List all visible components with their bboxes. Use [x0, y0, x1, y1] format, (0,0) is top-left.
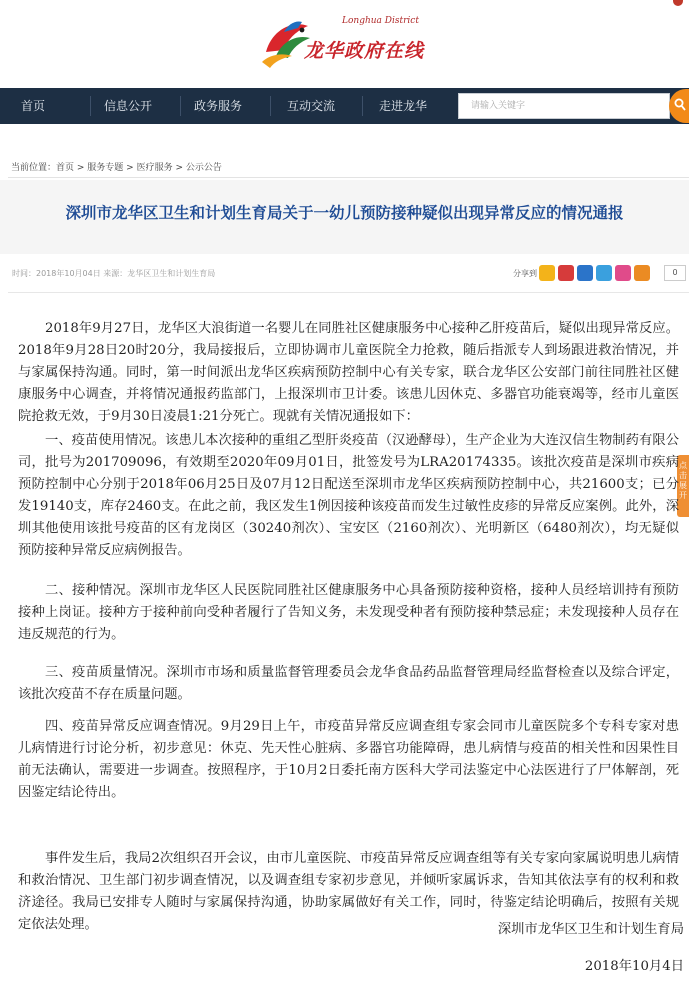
- nav-divider: [362, 96, 363, 116]
- share-weibo-icon[interactable]: [558, 265, 574, 281]
- signature: 深圳市龙华区卫生和计划生育局: [497, 922, 684, 937]
- breadcrumb-label: 当前位置：: [11, 163, 57, 173]
- breadcrumb-link-topics[interactable]: 服务专题: [87, 163, 124, 173]
- divider: [8, 292, 689, 293]
- site-banner: [0, 0, 689, 88]
- breadcrumb-separator: >: [172, 163, 186, 173]
- share-tencent-icon[interactable]: [596, 265, 612, 281]
- nav-divider: [270, 96, 271, 116]
- share-renren-icon[interactable]: [577, 265, 593, 281]
- breadcrumb-separator: >: [74, 163, 88, 173]
- breadcrumb: [11, 160, 222, 173]
- share-more-icon[interactable]: [634, 265, 650, 281]
- nav-item-home[interactable]: 首页: [21, 99, 46, 113]
- breadcrumb-link-notices[interactable]: 公示公告: [185, 163, 222, 173]
- share-label: 分享到: [513, 269, 537, 278]
- breadcrumb-link-medical[interactable]: 医疗服务: [136, 163, 173, 173]
- share-count: 0: [664, 265, 686, 281]
- article-paragraph: 三、疫苗质量情况。深圳市市场和质量监督管理委员会龙华食品药品监督管理局经监督检查以及综合评定，该批次疫苗不存在质量问题。: [18, 665, 679, 702]
- article-paragraph: 一、疫苗使用情况。该患儿本次接种的重组乙型肝炎疫苗（汉逊酵母），生产企业为大连汉信生物制药有限公司，批号为201709096，有效期至2020年09月01日，批签发号为LRA20174335。该批次疫苗是深圳市疾病预防控制中心分别于2018年06月25日及07月12日配送至深圳市龙华区疾病预防控制中心，共21600支；已分发19140支，库存2460支。在此之前，我区发生1例因接种该疫苗而发生过敏性皮疹的异常反应案例。此外，深圳其他使用该批号疫苗的区有龙岗区（30240剂次）、宝安区（2160剂次）、光明新区（6480剂次），均无疑似预防接种异常反应病例报告。: [18, 433, 679, 558]
- search-input[interactable]: 请输入关键字: [458, 93, 670, 119]
- nav-divider: [180, 96, 181, 116]
- nav-item-interaction[interactable]: 互动交流: [287, 99, 336, 113]
- nav-item-gov-services[interactable]: 政务服务: [194, 99, 243, 113]
- logo-title: 龙华政府在线: [304, 40, 425, 62]
- article-paragraph: 四、疫苗异常反应调查情况。9月29日上午，市疫苗异常反应调查组专家会同市儿童医院多个专科专家对患儿病情进行讨论分析，初步意见：休克、先天性心脏病、多器官功能障碍，患儿病情与疫苗的相关性和因果性目前无法确认，需要进一步调查。按照程序，于10月2日委托南方医科大学司法鉴定中心法医进行了尸体解剖，死因鉴定结论待出。: [18, 719, 679, 800]
- side-expand-tab[interactable]: 点击展开: [677, 455, 689, 517]
- share-qzone-icon[interactable]: [539, 265, 555, 281]
- share-kaixin-icon[interactable]: [615, 265, 631, 281]
- logo-subtitle: Longhua District: [342, 16, 419, 26]
- breadcrumb-link-home[interactable]: 首页: [56, 163, 75, 173]
- nav-item-about-longhua[interactable]: 走进龙华: [379, 99, 428, 113]
- divider: [8, 177, 689, 178]
- page-title: 深圳市龙华区卫生和计划生育局关于一幼儿预防接种疑似出现异常反应的情况通报: [65, 204, 624, 222]
- article-paragraph: 二、接种情况。深圳市龙华区人民医院同胜社区健康服务中心具备预防接种资格，接种人员经培训持有预防接种上岗证。接种方于接种前向受种者履行了告知义务，未发现受种者有预防接种禁忌症；未发现接种人员存在违反规范的行为。: [18, 583, 679, 642]
- search-icon: [674, 98, 686, 112]
- share-bar: [539, 265, 650, 281]
- article-meta: 时间：2018年10月04日 来源：龙华区卫生和计划生育局: [12, 269, 216, 278]
- article-date: 2018年10月4日: [584, 959, 684, 974]
- nav-divider: [90, 96, 91, 116]
- article-paragraph: 2018年9月27日，龙华区大浪街道一名婴儿在同胜社区健康服务中心接种乙肝疫苗后，疑似出现异常反应。2018年9月28日20时20分，我局接报后，立即协调市儿童医院全力抢救，随后指派专人到场跟进救治情况，并与家属保持沟通。同时，第一时间派出龙华区疾病预防控制中心有关专家，联合龙华区公安部门前往同胜社区健康服务中心调查，并将情况通报药监部门，上报深圳市卫计委。该患儿因休克、多器官功能衰竭等，经市儿童医院抢救无效，于9月30日凌晨1:21分死亡。现就有关情况通报如下：: [18, 321, 679, 424]
- corner-badge: [673, 0, 683, 6]
- nav-item-info-disclosure[interactable]: 信息公开: [104, 99, 153, 113]
- article-paragraph: 事件发生后，我局2次组织召开会议，由市儿童医院、市疫苗异常反应调查组等有关专家向家属说明患儿病情和救治情况、卫生部门初步调查情况，以及调查组专家初步意见，并倾听家属诉求，告知其依法享有的权利和救济途径。我局已安排专人随时与家属保持沟通，协助家属做好有关工作，同时，待鉴定结论明确后，按照有关规定依法处理。: [18, 851, 679, 932]
- breadcrumb-separator: >: [123, 163, 137, 173]
